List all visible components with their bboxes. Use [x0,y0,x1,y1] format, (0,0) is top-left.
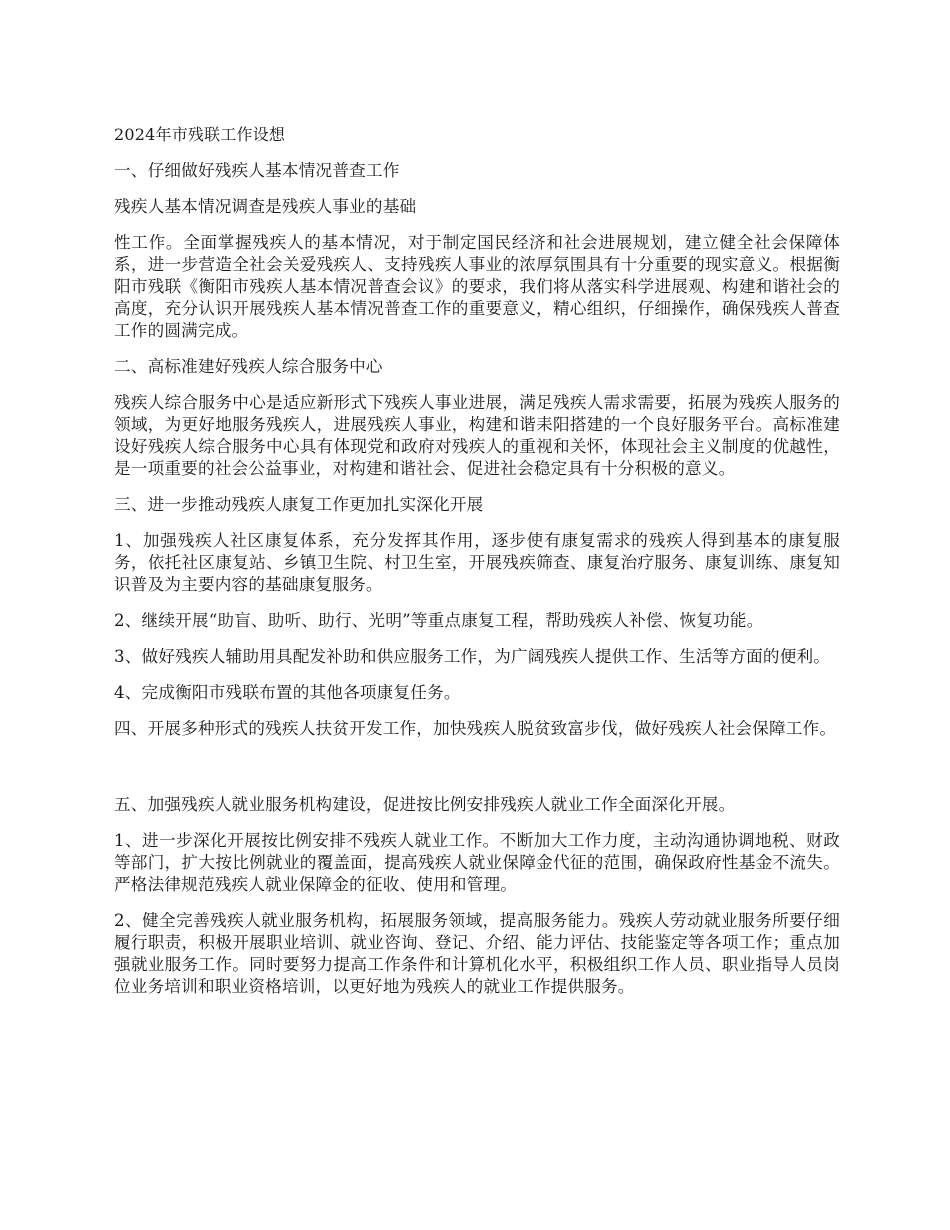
list-item: 2、健全完善残疾人就业服务机构，拓展服务领域，提高服务能力。残疾人劳动就业服务所要仔细履行职责，积极开展职业培训、就业咨询、登记、介绍、能力评估、技能鉴定等各项工作；重点加强就业服务工作。同时要努力提高工作条件和计算机化水平，积极组织工作人员、职业指导人员岗位业务培训和职业资格培训，以更好地为残疾人的就业工作提供服务。 [114,911,840,996]
list-item: 2、继续开展“助盲、助听、助行、光明”等重点康复工程，帮助残疾人补偿、恢复功能。 [114,611,764,630]
section-heading-2: 二、高标准建好残疾人综合服务中心 [114,357,383,376]
section-heading-3: 三、进一步推动残疾人康复工作更加扎实深化开展 [114,495,484,514]
list-item: 4、完成衡阳市残联布置的其他各项康复任务。 [114,683,461,702]
list-item: 1、加强残疾人社区康复体系，充分发挥其作用，逐步使有康复需求的残疾人得到基本的康复服务，依托社区康复站、乡镇卫生院、村卫生室，开展残疾筛查、康复治疗服务、康复训练、康复知识普及为主要内容的基础康复服务。 [114,531,840,594]
paragraph: 残疾人基本情况调查是残疾人事业的基础 [114,197,417,216]
paragraph: 性工作。全面掌握残疾人的基本情况，对于制定国民经济和社会进展规划，建立健全社会保障体系，进一步营造全社会关爱残疾人、支持残疾人事业的浓厚氛围具有十分重要的现实意义。根据衡阳市残联《衡阳市残疾人基本情况普查会议》的要求，我们将从落实科学进展观、构建和谐社会的高度，充分认识开展残疾人基本情况普查工作的重要意义，精心组织，仔细操作，确保残疾人普查工作的圆满完成。 [114,233,840,340]
document-page [114,124,840,1012]
list-item: 3、做好残疾人辅助用具配发补助和供应服务工作，为广阔残疾人提供工作、生活等方面的便利。 [114,647,831,666]
document-title: 2024年市残联工作设想 [114,125,286,144]
section-heading-5: 五、加强残疾人就业服务机构建设，促进按比例安排残疾人就业工作全面深化开展。 [114,795,736,814]
section-heading-4: 四、开展多种形式的残疾人扶贫开发工作，加快残疾人脱贫致富步伐，做好残疾人社会保障工作。 [114,719,837,738]
section-heading-1: 一、仔细做好残疾人基本情况普查工作 [114,161,400,180]
paragraph: 残疾人综合服务中心是适应新形式下残疾人事业进展，满足残疾人需求需要，拓展为残疾人服务的领域，为更好地服务残疾人，进展残疾人事业，构建和谐耒阳搭建的一个良好服务平台。高标准建设好残疾人综合服务中心具有体现党和政府对残疾人的重视和关怀，体现社会主义制度的优越性，是一项重要的社会公益事业，对构建和谐社会、促进社会稳定具有十分积极的意义。 [114,393,840,478]
list-item: 1、进一步深化开展按比例安排不残疾人就业工作。不断加大工作力度，主动沟通协调地税、财政等部门，扩大按比例就业的覆盖面，提高残疾人就业保障金代征的范围，确保政府性基金不流失。严格法律规范残疾人就业保障金的征收、使用和管理。 [114,831,840,894]
section-spacer [114,754,840,794]
